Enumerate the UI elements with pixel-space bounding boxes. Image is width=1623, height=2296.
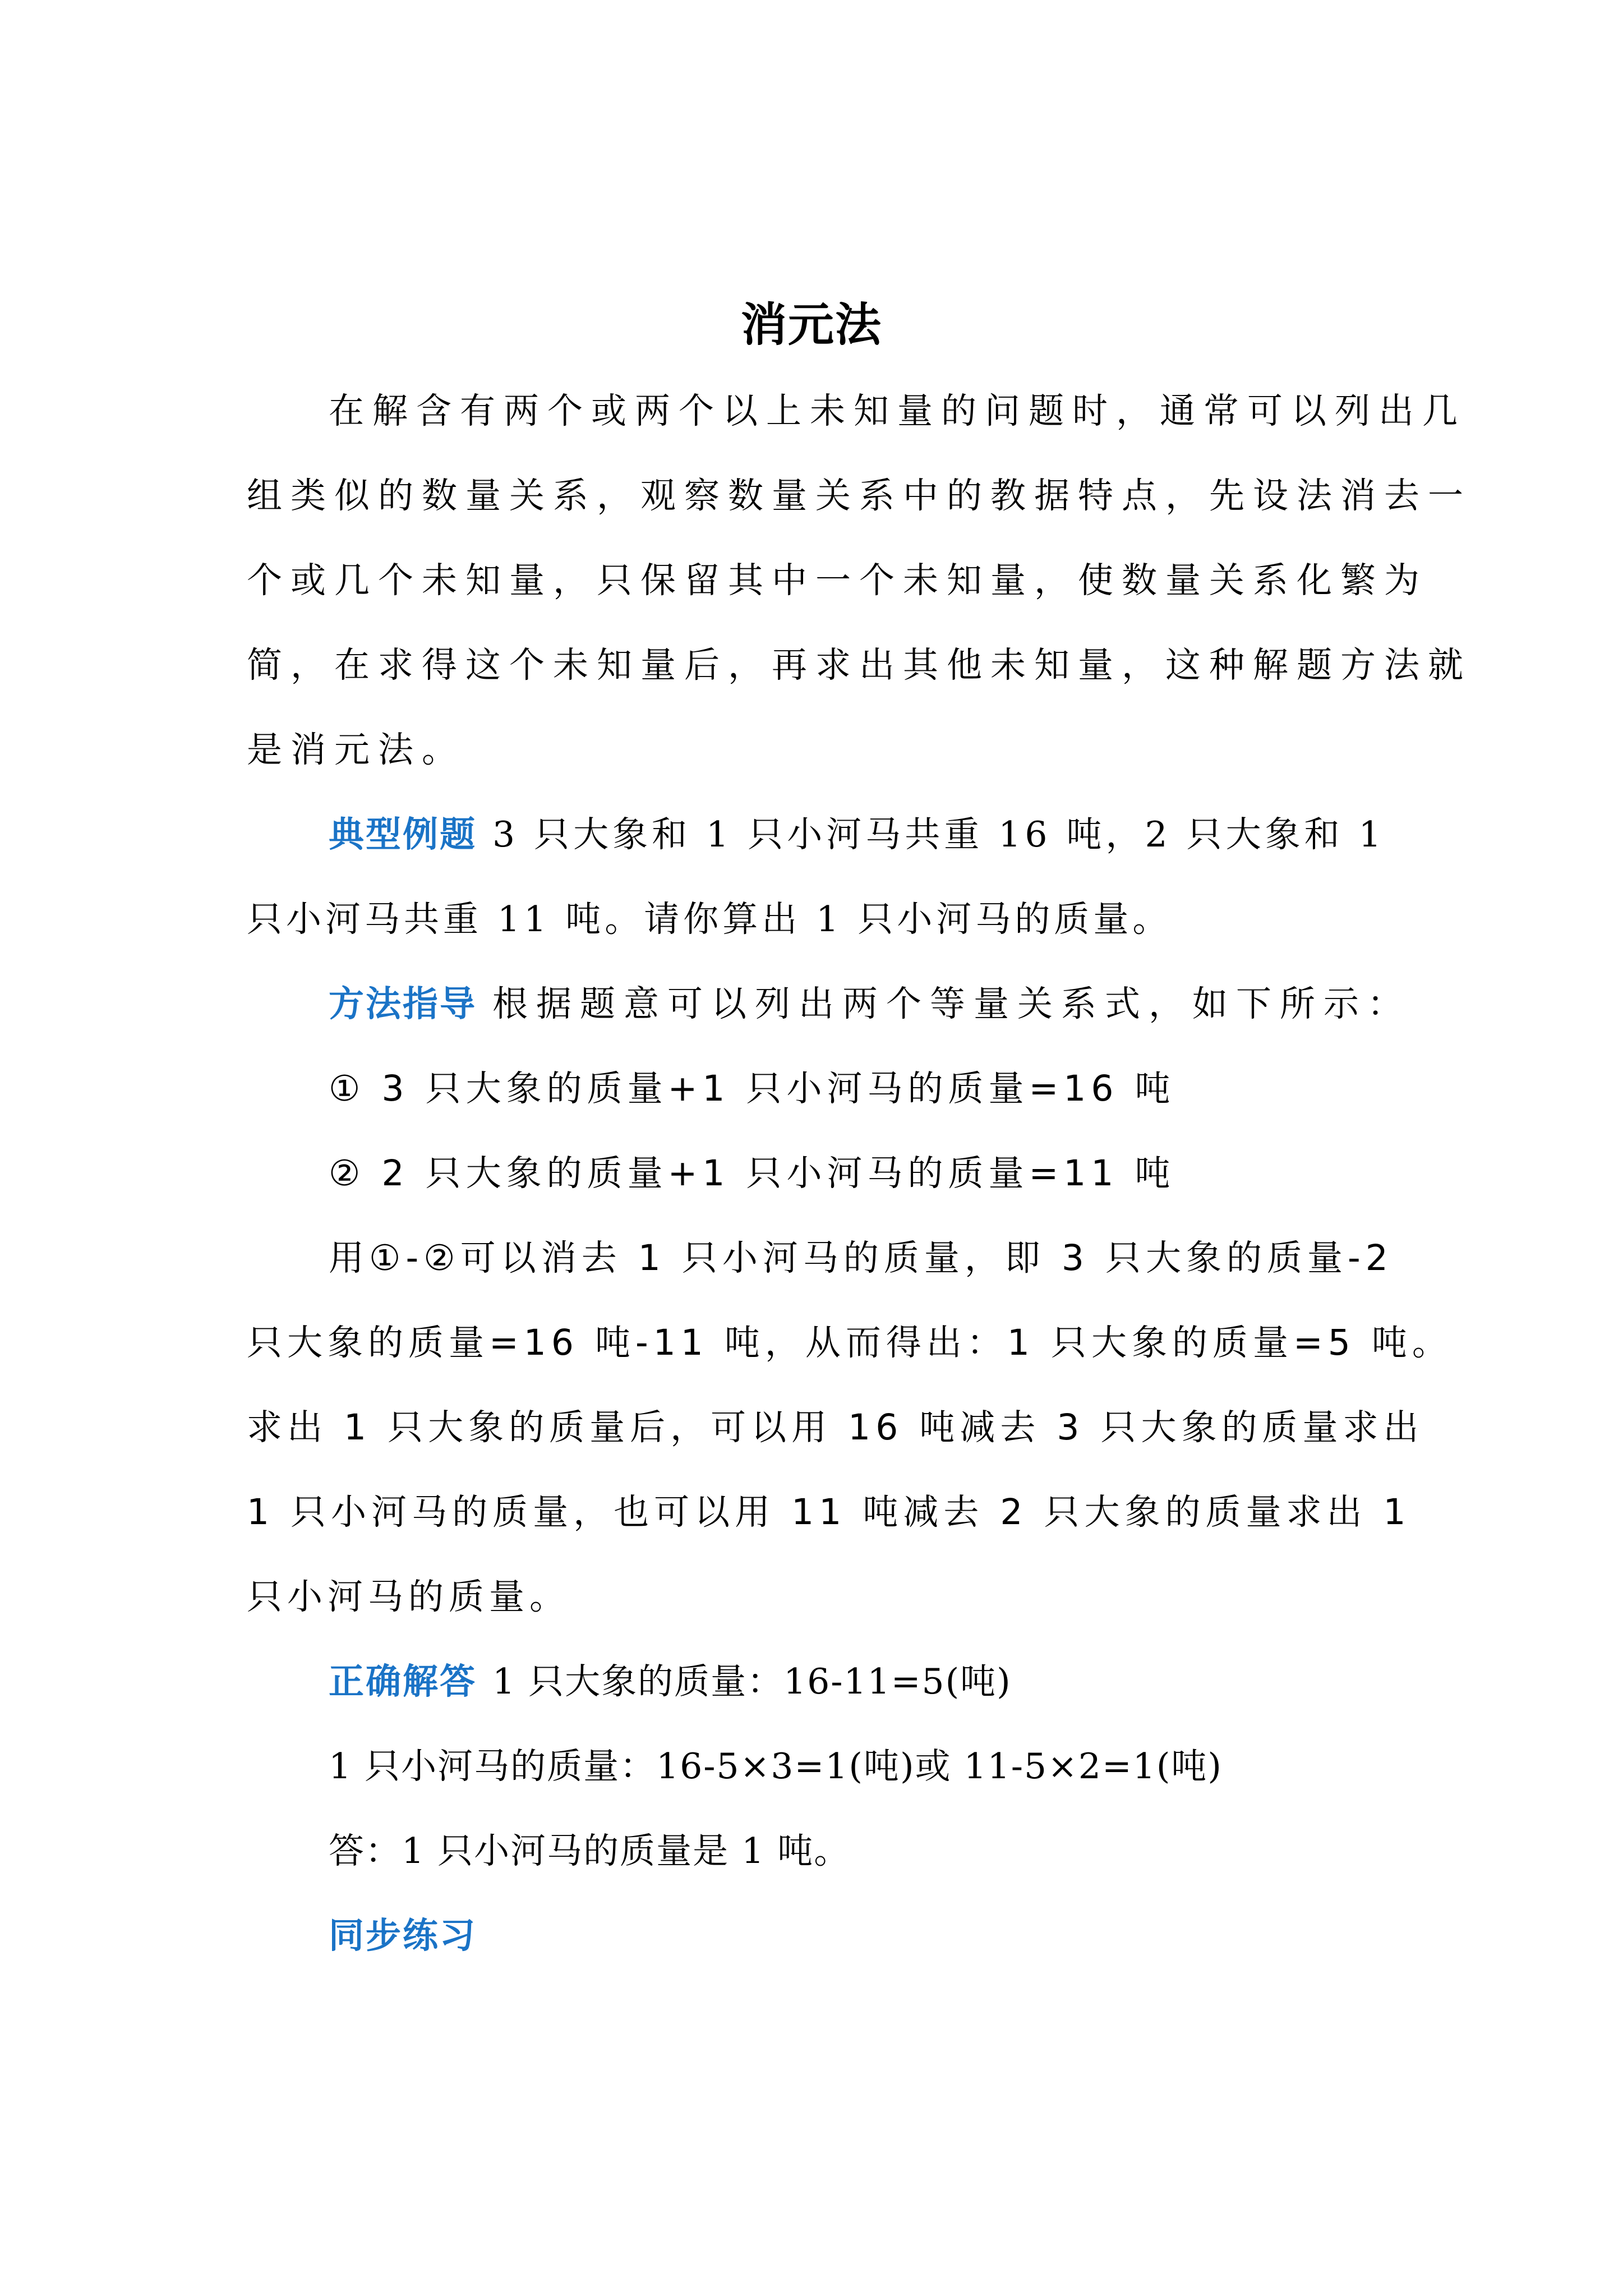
method-explain-line-4: 1 只小河马的质量，也可以用 11 吨减去 2 只大象的质量求出 1 [247,1492,1411,1533]
answer-line-3: 答：1 只小河马的质量是 1 吨。 [329,1830,851,1871]
example-paragraph [329,809,1385,860]
intro-line-4: 简，在求得这个未知量后，再求出其他未知量，这种解题方法就 [247,645,1472,685]
intro-line-1: 在解含有两个或两个以上未知量的问题时，通常可以列出几 [329,390,1466,431]
example-label: 典型例题 [329,814,477,855]
intro-line-3: 个或几个未知量，只保留其中一个未知量，使数量关系化繁为 [247,560,1428,601]
practice-heading [329,1911,477,1961]
page-title: 消元法 [740,298,882,352]
intro-line-2: 组类似的数量关系，观察数量关系中的教据特点，先设法消去一 [247,475,1472,516]
answer-line-1: 1 只大象的质量：16-11=5(吨) [492,1661,1012,1702]
answer-label: 正确解答 [329,1661,477,1702]
equation-2: ② 2 只大象的质量+1 只小河马的质量=11 吨 [329,1153,1175,1194]
intro-line-5: 是消元法。 [247,729,465,770]
method-explain-line-5: 只小河马的质量。 [247,1576,570,1617]
example-line-1: 3 只大象和 1 只小河马共重 16 吨，2 只大象和 1 [492,814,1385,855]
method-paragraph [329,979,1411,1029]
answer-line-2: 1 只小河马的质量：16-5×3=1(吨)或 11-5×2=1(吨) [329,1746,1223,1787]
equation-1: ① 3 只大象的质量+1 只小河马的质量=16 吨 [329,1068,1175,1109]
method-label: 方法指导 [329,983,477,1024]
example-line-2: 只小河马共重 11 吨。请你算出 1 只小河马的质量。 [247,899,1172,940]
method-explain-line-3: 求出 1 只大象的质量后，可以用 16 吨减去 3 只大象的质量求出 [247,1407,1424,1448]
method-explain-line-1: 用①-②可以消去 1 只小河马的质量，即 3 只大象的质量-2 [329,1237,1393,1278]
method-explain-line-2: 只大象的质量=16 吨-11 吨，从而得出：1 只大象的质量=5 吨。 [247,1322,1453,1363]
practice-label: 同步练习 [329,1915,477,1956]
answer-paragraph [329,1657,1012,1707]
method-line-1: 根据题意可以列出两个等量关系式，如下所示： [492,983,1411,1024]
